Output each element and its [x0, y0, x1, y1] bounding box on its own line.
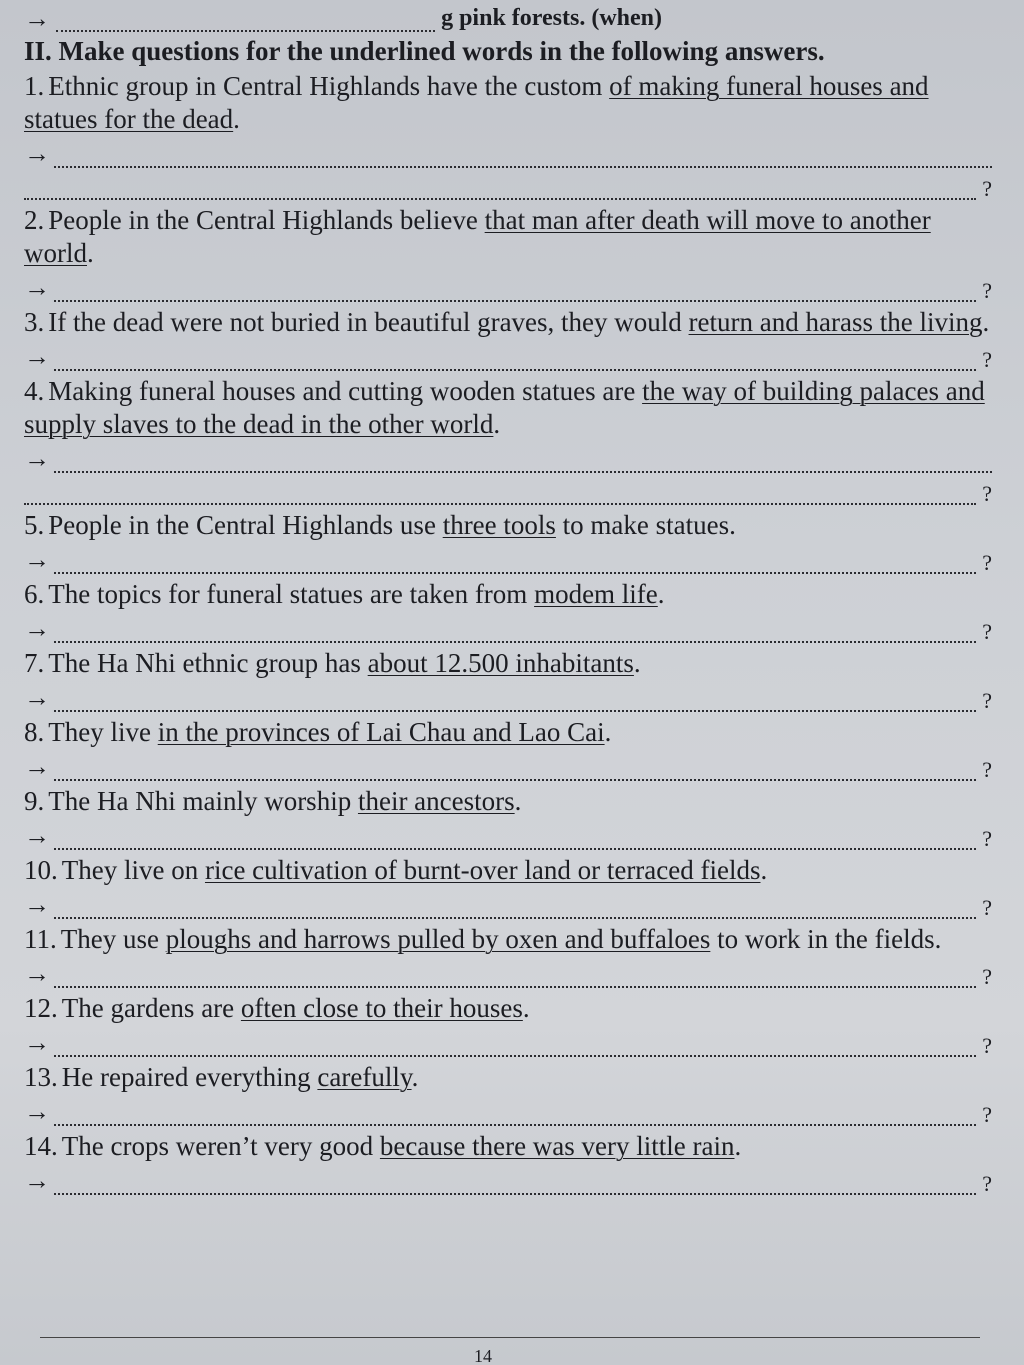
question-item: [24, 992, 992, 1057]
arrow-icon: →: [24, 683, 50, 712]
question-text-plain: People in the Central Highlands use: [48, 510, 443, 540]
question-text: [24, 204, 992, 270]
question-text-plain: The Ha Nhi ethnic group has: [48, 648, 368, 678]
question-mark: ?: [982, 347, 992, 372]
question-text-plain: .: [633, 648, 641, 678]
answer-blank[interactable]: [24, 481, 976, 505]
question-mark: ?: [982, 1102, 992, 1127]
answer-blank[interactable]: [54, 449, 992, 473]
underlined-words: modem life: [534, 579, 658, 609]
arrow-icon: →: [24, 4, 50, 33]
underlined-words: rice cultivation of burnt-over land or terraced fields: [204, 855, 761, 885]
question-number: 11.: [24, 924, 57, 954]
question-number: 10.: [24, 855, 58, 885]
arrow-icon: →: [24, 821, 50, 850]
footer-rule: [40, 1337, 980, 1338]
answer-line: [24, 542, 992, 574]
question-item: [24, 923, 992, 988]
question-mark: ?: [982, 757, 992, 782]
question-mark: ?: [982, 278, 992, 303]
question-number: 12.: [24, 993, 58, 1023]
arrow-icon: →: [24, 342, 50, 371]
answer-line: [24, 680, 992, 712]
answer-line: [24, 270, 992, 302]
answer-line: [24, 887, 992, 919]
arrow-icon: →: [24, 1166, 50, 1195]
question-list: [24, 70, 992, 1195]
question-number: 9.: [24, 786, 45, 816]
question-item: [24, 306, 992, 371]
question-mark: ?: [982, 688, 992, 713]
answer-line: [24, 1094, 992, 1126]
question-item: [24, 854, 992, 919]
answer-blank[interactable]: [54, 144, 992, 168]
answer-line: [24, 339, 992, 371]
page-number: 14: [474, 1346, 492, 1365]
question-text-plain: .: [657, 579, 665, 609]
arrow-icon: →: [24, 959, 50, 988]
question-text: [24, 716, 992, 749]
question-mark: ?: [982, 619, 992, 644]
question-text-plain: They live: [48, 717, 158, 747]
question-text-plain: .: [87, 238, 94, 268]
question-text-plain: The Ha Nhi mainly worship: [48, 786, 358, 816]
question-text-plain: .: [514, 786, 522, 816]
question-text-plain: Making funeral houses and cutting wooden statues are: [48, 376, 643, 406]
question-mark: ?: [982, 964, 992, 989]
previous-item-line: [24, 0, 992, 32]
question-text-plain: People in the Central Highlands believe: [48, 205, 485, 235]
question-text: [24, 70, 992, 136]
previous-item-fragment: g pink forests. (when): [441, 5, 662, 31]
question-item: [24, 1061, 992, 1126]
question-text: [24, 375, 992, 441]
answer-blank[interactable]: [24, 176, 976, 200]
question-text: [24, 785, 992, 818]
question-number: 6.: [24, 579, 45, 609]
question-number: 3.: [24, 307, 45, 337]
answer-blank[interactable]: [54, 826, 976, 850]
underlined-words: three tools: [442, 510, 556, 540]
question-text: [24, 992, 992, 1025]
question-text-plain: to make statues.: [555, 510, 736, 540]
question-text: [24, 509, 992, 542]
underlined-words: that man after death will move to another world: [24, 205, 931, 268]
question-number: 14.: [24, 1131, 58, 1161]
arrow-icon: →: [24, 752, 50, 781]
question-text-plain: .: [982, 307, 990, 337]
question-item: [24, 509, 992, 574]
question-text-plain: .: [522, 993, 530, 1023]
question-text-plain: .: [493, 409, 501, 439]
question-text-plain: .: [233, 104, 240, 134]
question-mark: ?: [982, 895, 992, 920]
answer-line: [24, 818, 992, 850]
arrow-icon: →: [24, 890, 50, 919]
question-mark: ?: [982, 826, 992, 851]
arrow-icon: →: [24, 1028, 50, 1057]
question-number: 13.: [24, 1062, 58, 1092]
underlined-words: in the provinces of Lai Chau and Lao Cai: [157, 717, 605, 747]
section-heading: II. Make questions for the underlined words in the following answers.: [24, 36, 825, 66]
question-text: [24, 1061, 992, 1094]
arrow-icon: →: [24, 273, 50, 302]
answer-blank[interactable]: [54, 347, 976, 371]
question-mark: ?: [982, 176, 992, 201]
question-text-plain: He repaired everything: [61, 1062, 318, 1092]
question-text-plain: They use: [60, 924, 166, 954]
question-text-plain: .: [604, 717, 612, 747]
underlined-words: ploughs and harrows pulled by oxen and buffaloes: [165, 924, 711, 954]
underlined-words: of making funeral houses and statues for the dead: [24, 71, 929, 134]
question-text-plain: to work in the fields.: [710, 924, 942, 954]
answer-line: [24, 168, 992, 200]
answer-blank[interactable]: [54, 1171, 976, 1195]
underlined-words: because there was very little rain: [379, 1131, 735, 1161]
answer-line: [24, 956, 992, 988]
question-text-plain: They live on: [61, 855, 205, 885]
answer-blank[interactable]: [54, 1033, 976, 1057]
arrow-icon: →: [24, 139, 50, 168]
underlined-words: often close to their houses: [240, 993, 523, 1023]
underlined-words: about 12.500 inhabitants: [367, 648, 634, 678]
underlined-words: carefully: [317, 1062, 412, 1092]
arrow-icon: →: [24, 444, 50, 473]
answer-blank[interactable]: [54, 895, 976, 919]
answer-line: [24, 441, 992, 473]
answer-line: [24, 1163, 992, 1195]
question-mark: ?: [982, 481, 992, 506]
question-item: [24, 1130, 992, 1195]
question-number: 7.: [24, 648, 45, 678]
answer-blank[interactable]: [54, 1102, 976, 1126]
question-mark: ?: [982, 550, 992, 575]
question-text-plain: The gardens are: [61, 993, 241, 1023]
arrow-icon: →: [24, 1097, 50, 1126]
answer-line: [24, 136, 992, 168]
question-text: [24, 306, 992, 339]
question-number: 5.: [24, 510, 45, 540]
question-number: 8.: [24, 717, 45, 747]
underlined-words: the way of building palaces and supply slaves to the dead in the other world: [24, 376, 985, 439]
answer-line: [24, 611, 992, 643]
question-item: [24, 578, 992, 643]
question-text-plain: The crops weren’t very good: [61, 1131, 380, 1161]
question-mark: ?: [982, 1171, 992, 1196]
worksheet-content: [24, 0, 992, 1195]
answer-blank[interactable]: [54, 688, 976, 712]
question-item: [24, 647, 992, 712]
answer-line: [24, 1025, 992, 1057]
question-number: 4.: [24, 376, 45, 406]
answer-blank[interactable]: [56, 16, 435, 32]
question-text-plain: .: [411, 1062, 419, 1092]
underlined-words: return and harass the living: [688, 307, 983, 337]
question-text: [24, 1130, 992, 1163]
question-item: [24, 70, 992, 200]
answer-line: [24, 749, 992, 781]
underlined-words: their ancestors: [357, 786, 515, 816]
question-number: 1.: [24, 71, 45, 101]
question-item: [24, 375, 992, 505]
answer-blank[interactable]: [54, 964, 976, 988]
question-number: 2.: [24, 205, 45, 235]
answer-blank[interactable]: [54, 619, 976, 643]
question-text-plain: The topics for funeral statues are taken from: [48, 579, 535, 609]
answer-blank[interactable]: [54, 757, 976, 781]
question-mark: ?: [982, 1033, 992, 1058]
question-text-plain: Ethnic group in Central Highlands have the custom: [48, 71, 610, 101]
question-text-plain: .: [760, 855, 768, 885]
question-text: [24, 854, 992, 887]
question-text: [24, 578, 992, 611]
arrow-icon: →: [24, 545, 50, 574]
question-item: [24, 785, 992, 850]
question-item: [24, 204, 992, 302]
answer-blank[interactable]: [54, 550, 976, 574]
question-text: [24, 647, 992, 680]
question-text-plain: If the dead were not buried in beautiful graves, they would: [48, 307, 689, 337]
question-item: [24, 716, 992, 781]
answer-line: [24, 473, 992, 505]
question-text: [24, 923, 992, 956]
question-text-plain: .: [734, 1131, 742, 1161]
arrow-icon: →: [24, 614, 50, 643]
answer-blank[interactable]: [54, 278, 976, 302]
